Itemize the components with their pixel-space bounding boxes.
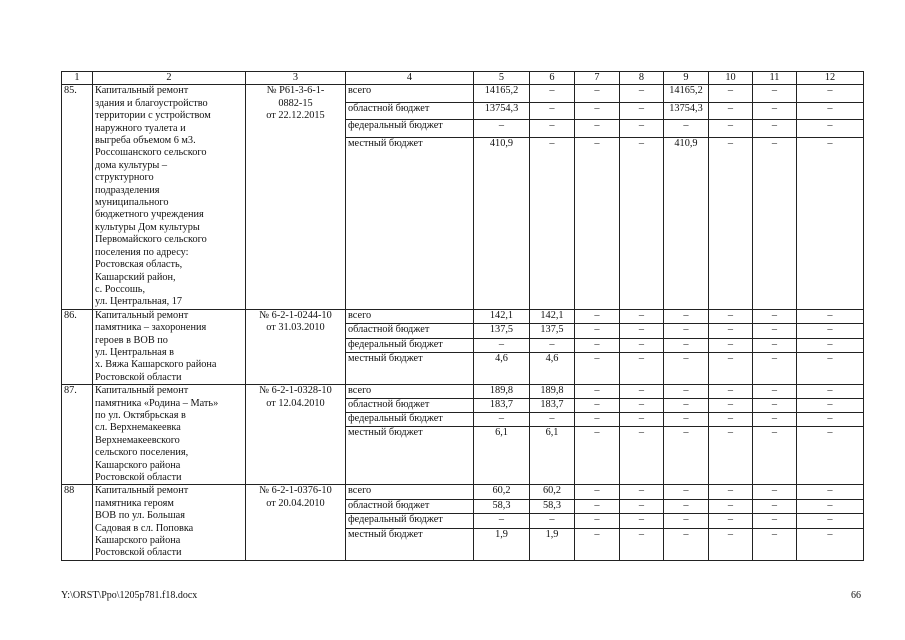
amount-cell-v6: –: [530, 102, 575, 119]
document-reference-line: № 6-2-1-0244-10: [259, 309, 332, 321]
amount-cell-v7: –: [575, 398, 620, 412]
amount-cell-v12: –: [797, 102, 864, 119]
amount-cell-v8: –: [620, 102, 664, 119]
header-cell: 6: [530, 72, 575, 85]
amount-cell-v12: –: [797, 412, 864, 426]
amount-cell-v6: 142,1: [530, 309, 575, 323]
funding-source: областной бюджет: [346, 324, 474, 338]
object-name: [93, 485, 246, 560]
header-cell: 1: [62, 72, 93, 85]
header-cell: 12: [797, 72, 864, 85]
amount-cell-v6: –: [530, 85, 575, 102]
amount-cell-v11: –: [753, 398, 797, 412]
amount-cell-v11: –: [753, 426, 797, 485]
amount-cell-v10: –: [709, 499, 753, 513]
funding-source: областной бюджет: [346, 102, 474, 119]
amount-cell-v6: –: [530, 137, 575, 309]
amount-cell-v12: –: [797, 324, 864, 338]
funding-source: местный бюджет: [346, 137, 474, 309]
object-name-line: выгреба объемом 6 м3.: [95, 135, 196, 147]
table-row: [62, 385, 864, 399]
object-name-line: структурного: [95, 172, 154, 184]
object-name-line: Капитальный ремонт: [95, 485, 189, 497]
amount-cell-v10: –: [709, 309, 753, 323]
amount-cell-v11: –: [753, 499, 797, 513]
amount-cell-v10: –: [709, 324, 753, 338]
amount-cell-v7: –: [575, 85, 620, 102]
object-name-line: Ростовской области: [95, 371, 182, 383]
document-reference-line: от 22.12.2015: [266, 110, 325, 122]
budget-table: [61, 71, 864, 561]
header-cell: 10: [709, 72, 753, 85]
amount-cell-v9: –: [664, 120, 709, 137]
object-name-line: Верхнемакеевского: [95, 434, 180, 446]
object-name-line: ул. Центральная в: [95, 346, 175, 358]
funding-source: местный бюджет: [346, 353, 474, 385]
amount-cell-v12: –: [797, 85, 864, 102]
table-body: [62, 72, 864, 561]
amount-cell-v10: –: [709, 528, 753, 560]
amount-cell-v10: –: [709, 485, 753, 499]
amount-cell-v5: –: [474, 120, 530, 137]
object-name-line: Кашарский район,: [95, 271, 176, 283]
object-name-line: памятника героям: [95, 497, 174, 509]
amount-cell-v12: –: [797, 309, 864, 323]
amount-cell-v9: –: [664, 309, 709, 323]
object-name-line: культуры Дом культуры: [95, 221, 200, 233]
amount-cell-v7: –: [575, 338, 620, 352]
amount-cell-v8: –: [620, 426, 664, 485]
amount-cell-v9: –: [664, 426, 709, 485]
object-name-line: Капитальный ремонт: [95, 309, 189, 321]
funding-source: федеральный бюджет: [346, 412, 474, 426]
document-reference-line: от 31.03.2010: [266, 322, 325, 334]
amount-cell-v8: –: [620, 309, 664, 323]
amount-cell-v12: –: [797, 137, 864, 309]
amount-cell-v6: 1,9: [530, 528, 575, 560]
amount-cell-v10: –: [709, 385, 753, 399]
funding-source: федеральный бюджет: [346, 514, 474, 528]
amount-cell-v9: –: [664, 338, 709, 352]
amount-cell-v6: 58,3: [530, 499, 575, 513]
amount-cell-v8: –: [620, 398, 664, 412]
amount-cell-v5: 183,7: [474, 398, 530, 412]
amount-cell-v9: –: [664, 499, 709, 513]
amount-cell-v12: –: [797, 499, 864, 513]
amount-cell-v11: –: [753, 137, 797, 309]
object-name-line: Ростовская область,: [95, 259, 183, 271]
amount-cell-v5: 6,1: [474, 426, 530, 485]
amount-cell-v9: 14165,2: [664, 85, 709, 102]
object-name-line: Ростовской области: [95, 472, 182, 483]
amount-cell-v7: –: [575, 485, 620, 499]
amount-cell-v12: –: [797, 528, 864, 560]
amount-cell-v11: –: [753, 385, 797, 399]
amount-cell-v8: –: [620, 485, 664, 499]
amount-cell-v9: –: [664, 398, 709, 412]
document-reference: [246, 385, 346, 485]
amount-cell-v8: –: [620, 385, 664, 399]
header-cell: 3: [246, 72, 346, 85]
header-cell: 9: [664, 72, 709, 85]
amount-cell-v12: –: [797, 398, 864, 412]
amount-cell-v7: –: [575, 514, 620, 528]
amount-cell-v6: 4,6: [530, 353, 575, 385]
entry-number: 87.: [62, 385, 93, 485]
document-reference-line: № 6-2-1-0328-10: [259, 385, 332, 397]
object-name: [93, 385, 246, 485]
amount-cell-v7: –: [575, 412, 620, 426]
amount-cell-v6: –: [530, 412, 575, 426]
object-name-line: по ул. Октябрьская в: [95, 409, 186, 421]
object-name-line: бюджетного учреждения: [95, 209, 204, 221]
amount-cell-v7: –: [575, 102, 620, 119]
amount-cell-v7: –: [575, 353, 620, 385]
document-reference-line: 0882-15: [278, 97, 313, 109]
header-cell: 7: [575, 72, 620, 85]
amount-cell-v8: –: [620, 353, 664, 385]
amount-cell-v5: 4,6: [474, 353, 530, 385]
entry-number: 86.: [62, 309, 93, 384]
object-name-line: памятника – захоронения: [95, 322, 207, 334]
amount-cell-v8: –: [620, 514, 664, 528]
funding-source: всего: [346, 385, 474, 399]
object-name-line: Россошанского сельского: [95, 147, 207, 159]
amount-cell-v5: 189,8: [474, 385, 530, 399]
header-row: [62, 72, 864, 85]
amount-cell-v6: 6,1: [530, 426, 575, 485]
entry-number: 88: [62, 485, 93, 560]
amount-cell-v11: –: [753, 102, 797, 119]
document-reference-line: № Р61-3-6-1-: [266, 85, 325, 97]
amount-cell-v7: –: [575, 324, 620, 338]
amount-cell-v5: 58,3: [474, 499, 530, 513]
amount-cell-v9: –: [664, 485, 709, 499]
header-cell: 8: [620, 72, 664, 85]
amount-cell-v11: –: [753, 528, 797, 560]
amount-cell-v7: –: [575, 120, 620, 137]
amount-cell-v5: –: [474, 514, 530, 528]
amount-cell-v11: –: [753, 412, 797, 426]
object-name-line: территории с устройством: [95, 110, 211, 122]
amount-cell-v11: –: [753, 338, 797, 352]
amount-cell-v9: –: [664, 385, 709, 399]
amount-cell-v5: –: [474, 338, 530, 352]
object-name-line: х. Вяжа Кашарского района: [95, 359, 217, 371]
amount-cell-v6: 183,7: [530, 398, 575, 412]
object-name: [93, 85, 246, 309]
amount-cell-v11: –: [753, 309, 797, 323]
object-name-line: дома культуры –: [95, 159, 168, 171]
document-reference-line: от 20.04.2010: [266, 497, 325, 509]
amount-cell-v9: –: [664, 528, 709, 560]
amount-cell-v11: –: [753, 324, 797, 338]
amount-cell-v5: 137,5: [474, 324, 530, 338]
amount-cell-v8: –: [620, 120, 664, 137]
amount-cell-v8: –: [620, 324, 664, 338]
funding-source: областной бюджет: [346, 398, 474, 412]
amount-cell-v12: –: [797, 120, 864, 137]
amount-cell-v11: –: [753, 485, 797, 499]
page-number: 66: [851, 590, 861, 601]
amount-cell-v10: –: [709, 353, 753, 385]
amount-cell-v11: –: [753, 514, 797, 528]
amount-cell-v7: –: [575, 137, 620, 309]
amount-cell-v5: 13754,3: [474, 102, 530, 119]
amount-cell-v10: –: [709, 85, 753, 102]
amount-cell-v10: –: [709, 120, 753, 137]
amount-cell-v8: –: [620, 528, 664, 560]
table-row: [62, 309, 864, 323]
object-name-line: Ростовской области: [95, 547, 182, 559]
object-name-line: Садовая в сл. Поповка: [95, 522, 194, 534]
amount-cell-v10: –: [709, 102, 753, 119]
amount-cell-v5: –: [474, 412, 530, 426]
amount-cell-v9: –: [664, 353, 709, 385]
object-name-line: Капитальный ремонт: [95, 385, 189, 397]
object-name-line: поселения по адресу:: [95, 246, 189, 258]
amount-cell-v12: –: [797, 514, 864, 528]
amount-cell-v9: –: [664, 324, 709, 338]
funding-source: федеральный бюджет: [346, 120, 474, 137]
amount-cell-v6: 137,5: [530, 324, 575, 338]
amount-cell-v7: –: [575, 528, 620, 560]
amount-cell-v5: 410,9: [474, 137, 530, 309]
amount-cell-v5: 14165,2: [474, 85, 530, 102]
amount-cell-v7: –: [575, 385, 620, 399]
table-row: [62, 485, 864, 499]
amount-cell-v12: –: [797, 338, 864, 352]
object-name-line: сельского поселения,: [95, 447, 189, 459]
header-cell: 4: [346, 72, 474, 85]
funding-source: всего: [346, 485, 474, 499]
header-cell: 11: [753, 72, 797, 85]
amount-cell-v9: 13754,3: [664, 102, 709, 119]
amount-cell-v6: –: [530, 338, 575, 352]
funding-source: местный бюджет: [346, 528, 474, 560]
document-reference-line: № 6-2-1-0376-10: [259, 485, 332, 497]
amount-cell-v11: –: [753, 85, 797, 102]
amount-cell-v10: –: [709, 426, 753, 485]
object-name-line: с. Россошь,: [95, 283, 146, 295]
funding-source: всего: [346, 85, 474, 102]
object-name-line: Кашарского района: [95, 535, 181, 547]
amount-cell-v12: –: [797, 353, 864, 385]
amount-cell-v10: –: [709, 398, 753, 412]
amount-cell-v11: –: [753, 120, 797, 137]
amount-cell-v7: –: [575, 309, 620, 323]
amount-cell-v7: –: [575, 499, 620, 513]
amount-cell-v10: –: [709, 514, 753, 528]
amount-cell-v12: –: [797, 426, 864, 485]
object-name: [93, 309, 246, 384]
object-name-line: Первомайского сельского: [95, 234, 207, 246]
document-reference-line: от 12.04.2010: [266, 397, 325, 409]
object-name-line: муниципального: [95, 197, 169, 209]
file-path: Y:\ORST\Ppo\1205p781.f18.docx: [61, 590, 198, 601]
object-name-line: наружного туалета и: [95, 122, 186, 134]
amount-cell-v9: –: [664, 412, 709, 426]
amount-cell-v8: –: [620, 85, 664, 102]
object-name-line: здания и благоустройство: [95, 97, 208, 109]
object-name-line: Капитальный ремонт: [95, 85, 189, 97]
amount-cell-v7: –: [575, 426, 620, 485]
amount-cell-v8: –: [620, 338, 664, 352]
object-name-line: ул. Центральная, 17: [95, 296, 183, 308]
amount-cell-v8: –: [620, 499, 664, 513]
amount-cell-v11: –: [753, 353, 797, 385]
funding-source: местный бюджет: [346, 426, 474, 485]
header-cell: 2: [93, 72, 246, 85]
document-reference: [246, 309, 346, 384]
amount-cell-v9: 410,9: [664, 137, 709, 309]
funding-source: федеральный бюджет: [346, 338, 474, 352]
object-name-line: ВОВ по ул. Большая: [95, 510, 185, 522]
amount-cell-v8: –: [620, 137, 664, 309]
amount-cell-v5: 1,9: [474, 528, 530, 560]
object-name-line: Кашарского района: [95, 459, 181, 471]
amount-cell-v10: –: [709, 412, 753, 426]
amount-cell-v5: 142,1: [474, 309, 530, 323]
amount-cell-v8: –: [620, 412, 664, 426]
amount-cell-v5: 60,2: [474, 485, 530, 499]
object-name-line: героев в ВОВ по: [95, 334, 168, 346]
document-reference: [246, 85, 346, 309]
amount-cell-v10: –: [709, 338, 753, 352]
amount-cell-v6: –: [530, 514, 575, 528]
object-name-line: подразделения: [95, 184, 160, 196]
funding-source: областной бюджет: [346, 499, 474, 513]
table-row: [62, 85, 864, 102]
amount-cell-v12: –: [797, 385, 864, 399]
amount-cell-v10: –: [709, 137, 753, 309]
amount-cell-v6: –: [530, 120, 575, 137]
amount-cell-v6: 189,8: [530, 385, 575, 399]
amount-cell-v9: –: [664, 514, 709, 528]
entry-number: 85.: [62, 85, 93, 309]
object-name-line: памятника «Родина – Мать»: [95, 397, 219, 409]
object-name-line: сл. Верхнемакеевка: [95, 422, 181, 434]
header-cell: 5: [474, 72, 530, 85]
amount-cell-v6: 60,2: [530, 485, 575, 499]
document-reference: [246, 485, 346, 560]
funding-source: всего: [346, 309, 474, 323]
amount-cell-v12: –: [797, 485, 864, 499]
